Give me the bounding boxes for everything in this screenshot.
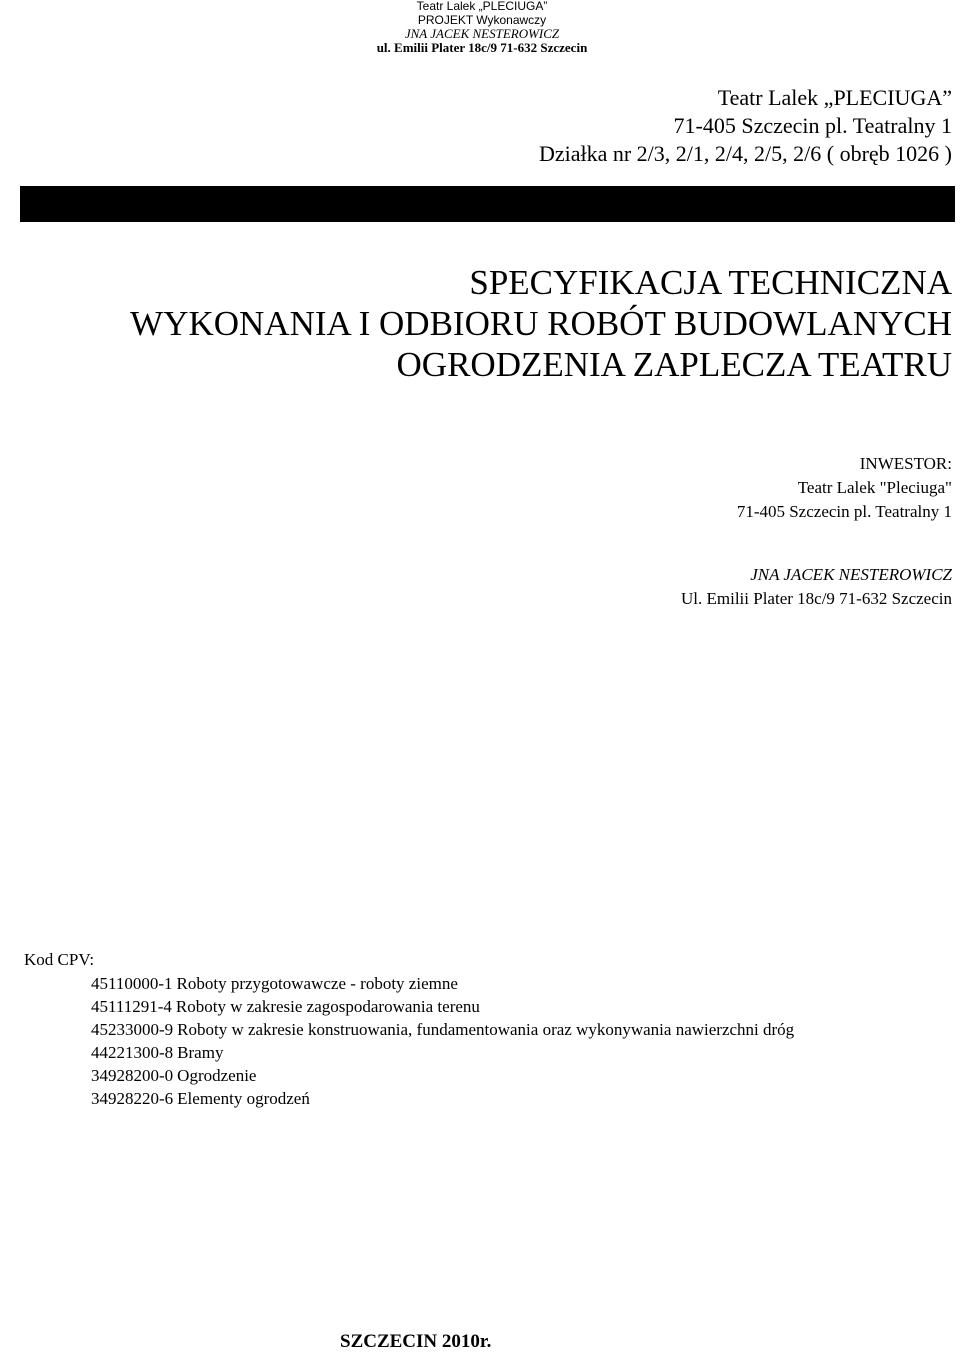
cpv-item: [91, 1041, 794, 1064]
cpv-description: Ogrodzenie: [177, 1066, 257, 1085]
investor-label: INWESTOR:: [859, 454, 952, 473]
cpv-item: [91, 1064, 794, 1087]
cpv-item: [91, 995, 794, 1018]
cpv-item: [91, 972, 794, 995]
specification-title: [130, 262, 952, 385]
cpv-description: Roboty w zakresie zagospodarowania terenu: [175, 997, 480, 1016]
cpv-description: Bramy: [177, 1043, 224, 1062]
cpv-item: [91, 1018, 794, 1041]
cpv-code: 44221300-8: [91, 1043, 174, 1062]
investor-name: Teatr Lalek "Pleciuga": [797, 478, 952, 497]
designer-name: JNA JACEK NESTEROWICZ: [750, 565, 952, 584]
investor-block: [737, 452, 952, 524]
cpv-list: [91, 972, 794, 1110]
cpv-code: 34928200-0: [91, 1066, 174, 1085]
project-title: PROJEKT WYKONAWCZY: [618, 190, 952, 221]
specification-title-line-3: OGRODZENIA ZAPLECZA TEATRU: [396, 345, 952, 384]
header-project-type: PROJEKT Wykonawczy: [417, 12, 547, 27]
cpv-label: Kod CPV:: [24, 950, 95, 969]
cpv-code: 45233000-9: [91, 1020, 174, 1039]
cpv-code: 34928220-6: [91, 1089, 174, 1108]
cpv-description: Roboty w zakresie konstruowania, fundamentowania oraz wykonywania nawierzchni dróg: [177, 1020, 795, 1039]
location-address: 71-405 Szczecin pl. Teatralny 1: [673, 113, 952, 138]
cpv-description: Roboty przygotowawcze - roboty ziemne: [176, 974, 458, 993]
location-block: [539, 84, 952, 168]
footer-city-year: SZCZECIN 2010r.: [340, 1331, 492, 1352]
cpv-code: 45110000-1: [91, 974, 173, 993]
designer-block: [681, 563, 952, 611]
location-theatre-name: Teatr Lalek „PLECIUGA”: [717, 85, 952, 110]
page-header: [372, 0, 592, 54]
cpv-description: Elementy ogrodzeń: [177, 1089, 310, 1108]
header-designer-name: JNA JACEK NESTEROWICZ: [404, 26, 560, 41]
header-theatre-name: Teatr Lalek „PLECIUGA”: [416, 0, 548, 13]
header-designer-address: ul. Emilii Plater 18c/9 71-632 Szczecin: [376, 39, 588, 55]
specification-title-line-2: WYKONANIA I ODBIORU ROBÓT BUDOWLANYCH: [130, 304, 952, 343]
cpv-item: [91, 1087, 794, 1110]
specification-title-line-1: SPECYFIKACJA TECHNICZNA: [469, 263, 952, 302]
location-plot-numbers: Działka nr 2/3, 2/1, 2/4, 2/5, 2/6 ( obręb 1026 ): [538, 141, 952, 166]
investor-address: 71-405 Szczecin pl. Teatralny 1: [736, 502, 952, 521]
cpv-code: 45111291-4: [91, 997, 172, 1016]
designer-address: Ul. Emilii Plater 18c/9 71-632 Szczecin: [681, 589, 952, 608]
